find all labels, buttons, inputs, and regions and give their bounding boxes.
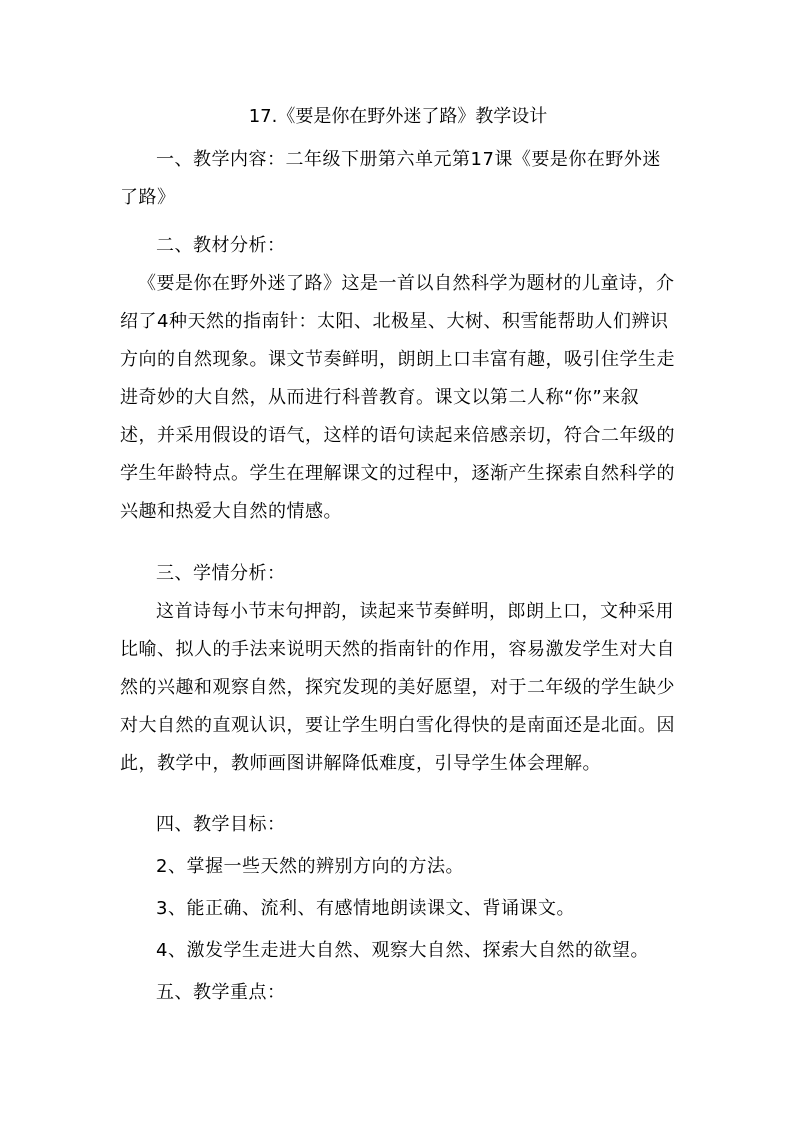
section-teaching-goals-heading: 四、教学目标： xyxy=(156,814,286,835)
section-student-analysis-heading: 三、学情分析： xyxy=(156,563,286,584)
teaching-goal-item: 2、掌握一些天然的辨别方向的方法。 xyxy=(156,856,464,877)
section-teaching-content: 一、教学内容：二年级下册第六单元第17课《要是你在野外迷了路》 xyxy=(120,149,661,208)
section-textbook-analysis-heading: 二、教材分析： xyxy=(156,235,286,256)
teaching-goal-item: 3、能正确、流利、有感情地朗读课文、背诵课文。 xyxy=(156,898,575,919)
section-textbook-analysis-paragraph: 《要是你在野外迷了路》这是一首以自然科学为题材的儿童诗，介绍了4种天然的指南针：太阳、北极星、大树、积雪能帮助人们辨识方向的自然现象。课文节奏鲜明，朗朗上口丰富有趣，吸引住学生走进奇妙的大自然，从而进行科普教育。课文以第二人称“你”来叙述，并采用假设的语气，这样的语句读起来倍感亲切，符合二年级的学生年龄特点。学生在理解课文的过程中，逐渐产生探索自然科学的兴趣和热爱大自然的情感。 xyxy=(120,273,675,522)
document-title: 17.《要是你在野外迷了路》教学设计 xyxy=(248,106,548,127)
section-student-analysis-paragraph: 这首诗每小节末句押韵，读起来节奏鲜明，郎朗上口，文种采用比喻、拟人的手法来说明天然的指南针的作用，容易激发学生对大自然的兴趣和观察自然，探究发现的美好愿望，对于二年级的学生缺少对大自然的直观认识，要让学生明白雪化得快的是南面还是北面。因此，教学中，教师画图讲解降低难度，引导学生体会理解。 xyxy=(120,601,675,774)
section-teaching-focus-heading: 五、教学重点： xyxy=(156,982,286,1003)
teaching-goal-item: 4、激发学生走进大自然、观察大自然、探索大自然的欲望。 xyxy=(156,940,649,961)
